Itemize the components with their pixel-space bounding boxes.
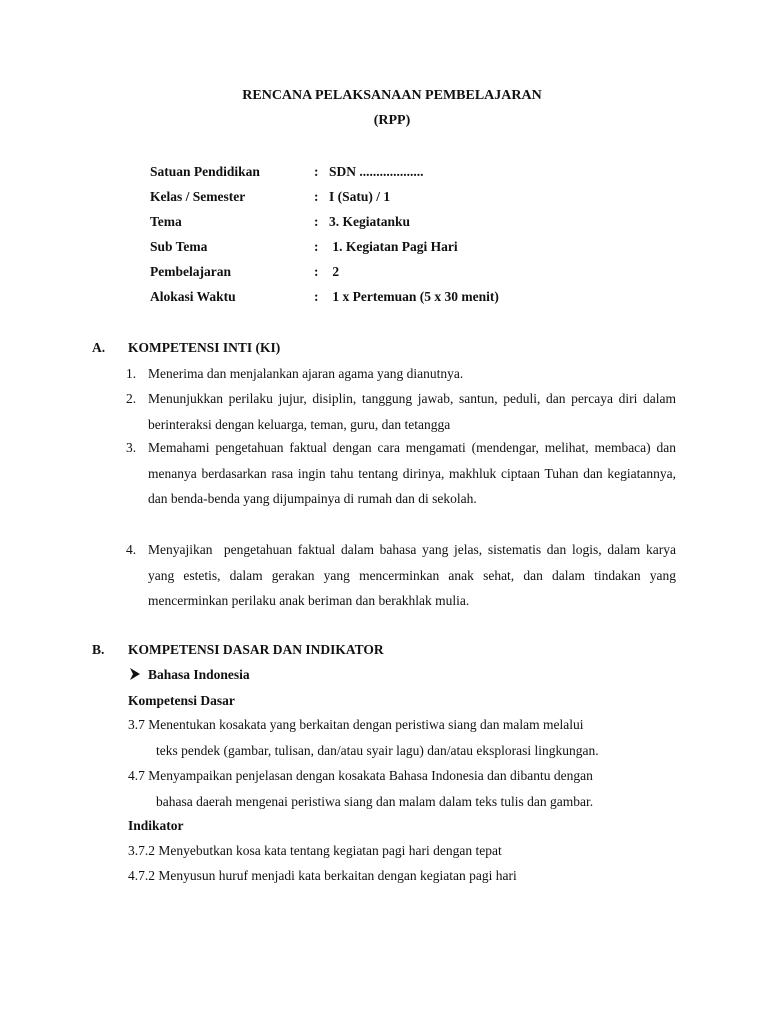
list-number: 3. <box>126 440 137 455</box>
list-text: Menerima dan menjalankan ajaran agama yang dianutnya. <box>148 366 464 381</box>
indikator-item: 3.7.2 Menyebutkan kosa kata tentang kegiatan pagi hari dengan tepat <box>128 843 502 858</box>
section-b-heading <box>92 642 492 662</box>
indikator-item: 4.7.2 Menyusun huruf menjadi kata berkaitan dengan kegiatan pagi hari <box>128 868 517 883</box>
identity-label: Sub Tema <box>150 239 208 254</box>
identity-label: Satuan Pendidikan <box>150 164 260 179</box>
section-letter: A. <box>92 340 106 355</box>
identity-value: I (Satu) / 1 <box>329 189 391 204</box>
ki-item-4 <box>126 537 680 614</box>
kd-heading: Kompetensi Dasar <box>128 693 235 708</box>
kd-item-4-7 <box>128 763 676 814</box>
list-number: 1. <box>126 366 137 381</box>
identity-colon: : <box>314 264 319 279</box>
arrow-bullet-icon <box>129 667 141 685</box>
list-text: Menunjukkan perilaku jujur, disiplin, tanggung jawab, santun, peduli, dan percaya diri dalam berinteraksi dengan keluarga, teman, guru, dan tetangga <box>148 391 676 432</box>
identity-value: 2 <box>329 264 340 279</box>
identity-value: SDN ................... <box>329 164 424 179</box>
section-a-heading <box>92 340 492 360</box>
identity-colon: : <box>314 239 319 254</box>
subject-heading: Bahasa Indonesia <box>148 667 250 682</box>
list-number: 4. <box>126 542 137 557</box>
identity-value: 3. Kegiatanku <box>329 214 411 229</box>
identity-label: Pembelajaran <box>150 264 231 279</box>
section-title: KOMPETENSI INTI (KI) <box>128 340 281 355</box>
ki-item-1 <box>126 361 676 387</box>
list-text: Menyajikan pengetahuan faktual dalam bahasa yang jelas, sistematis dan logis, dalam karya yang estetis, dalam gerakan yang mencerminkan anak sehat, dan dalam tindakan yang mencerminkan perilaku anak beriman dan berakhlak mulia. <box>148 542 680 608</box>
identity-colon: : <box>314 164 319 179</box>
kd-line-1: 3.7 Menentukan kosakata yang berkaitan dengan peristiwa siang dan malam melalui <box>128 717 584 732</box>
section-title: KOMPETENSI DASAR DAN INDIKATOR <box>128 642 384 657</box>
identity-colon: : <box>314 214 319 229</box>
list-text: Memahami pengetahuan faktual dengan cara mengamati (mendengar, melihat, membaca) dan menanya berdasarkan rasa ingin tahu tentang dirinya, makhluk ciptaan Tuhan dan kegiatannya, dan benda-benda yang dijumpainya di rumah dan di sekolah. <box>148 440 676 506</box>
ki-item-3 <box>126 435 676 512</box>
kd-line-1: 4.7 Menyampaikan penjelasan dengan kosakata Bahasa Indonesia dan dibantu dengan <box>128 768 593 783</box>
kd-line-2: bahasa daerah mengenai peristiwa siang dan malam dalam teks tulis dan gambar. <box>156 793 594 809</box>
identity-label: Alokasi Waktu <box>150 289 236 304</box>
identity-label: Tema <box>150 214 182 229</box>
identity-colon: : <box>314 189 319 204</box>
section-letter: B. <box>92 642 105 657</box>
list-number: 2. <box>126 391 137 406</box>
identity-colon: : <box>314 289 319 304</box>
indikator-heading: Indikator <box>128 818 184 833</box>
identity-label: Kelas / Semester <box>150 189 246 204</box>
document-title: RENCANA PELAKSANAAN PEMBELAJARAN <box>242 88 542 103</box>
document-subtitle: (RPP) <box>373 113 411 128</box>
identity-value: 1 x Pertemuan (5 x 30 menit) <box>329 289 499 304</box>
kd-item-3-7 <box>128 712 676 763</box>
ki-item-2 <box>126 386 676 437</box>
kd-line-2: teks pendek (gambar, tulisan, dan/atau syair lagu) dan/atau eksplorasi lingkungan. <box>156 742 599 758</box>
identity-value: 1. Kegiatan Pagi Hari <box>329 239 458 254</box>
